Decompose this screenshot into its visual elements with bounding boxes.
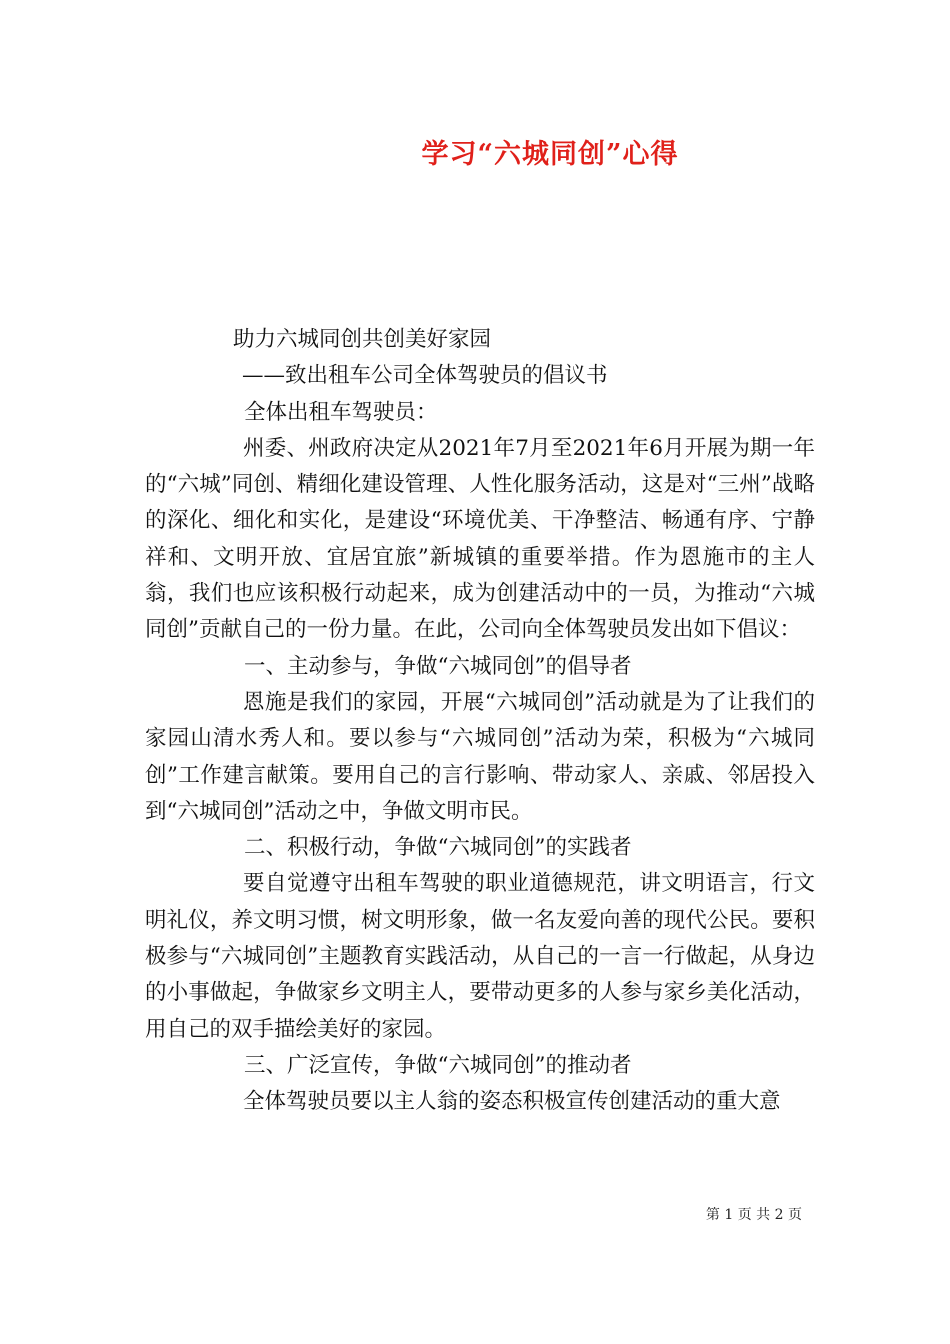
intro-paragraph: 州委、州政府决定从2021年7月至2021年6月开展为期一年的“六城”同创、精细化建设管理、人性化服务活动，这是对“三州”战略的深化、细化和实化，是建设“环境优美、干净整洁、畅通有序、宁静祥和、文明开放、宜居宜旅”新城镇的重要举措。作为恩施市的主人翁，我们也应该积极行动起来，成为创建活动中的一员，为推动“六城同创”贡献自己的一份力量。在此，公司向全体驾驶员发出如下倡议： (145, 435, 815, 643)
section-text-3: 全体驾驶员要以主人翁的姿态积极宣传创建活动的重大意 (243, 1089, 781, 1115)
page-number: 第 1 页 共 2 页 (705, 1207, 802, 1223)
section-heading-2: 二、积极行动，争做“六城同创”的实践者 (244, 835, 632, 861)
section-heading-3: 三、广泛宣传，争做“六城同创”的推动者 (244, 1052, 632, 1078)
section-heading-1: 一、主动参与，争做“六城同创”的倡导者 (244, 653, 632, 679)
document-body (145, 322, 815, 1121)
letter-salutation: 全体出租车驾驶员： (244, 399, 438, 425)
document-title: 学习“六城同创”心得 (421, 139, 679, 170)
section-text-2: 要自觉遵守出租车驾驶的职业道德规范，讲文明语言，行文明礼仪，养文明习惯，树文明形象，做一名友爱向善的现代公民。要积极参与“六城同创”主题教育实践活动，从自己的一言一行做起，从身边的小事做起，争做家乡文明主人，要带动更多的人参与家乡美化活动，用自己的双手描绘美好的家园。 (145, 871, 815, 1042)
letter-subheading: ——致出租车公司全体驾驶员的倡议书 (242, 363, 608, 389)
letter-heading: 助力六城同创共创美好家园 (233, 327, 492, 352)
section-text-1: 恩施是我们的家园，开展“六城同创”活动就是为了让我们的家园山清水秀人和。要以参与“六城同创”活动为荣，积极为“六城同创”工作建言献策。要用自己的言行影响、带动家人、亲戚、邻居投入到“六城同创”活动之中，争做文明市民。 (145, 689, 815, 824)
